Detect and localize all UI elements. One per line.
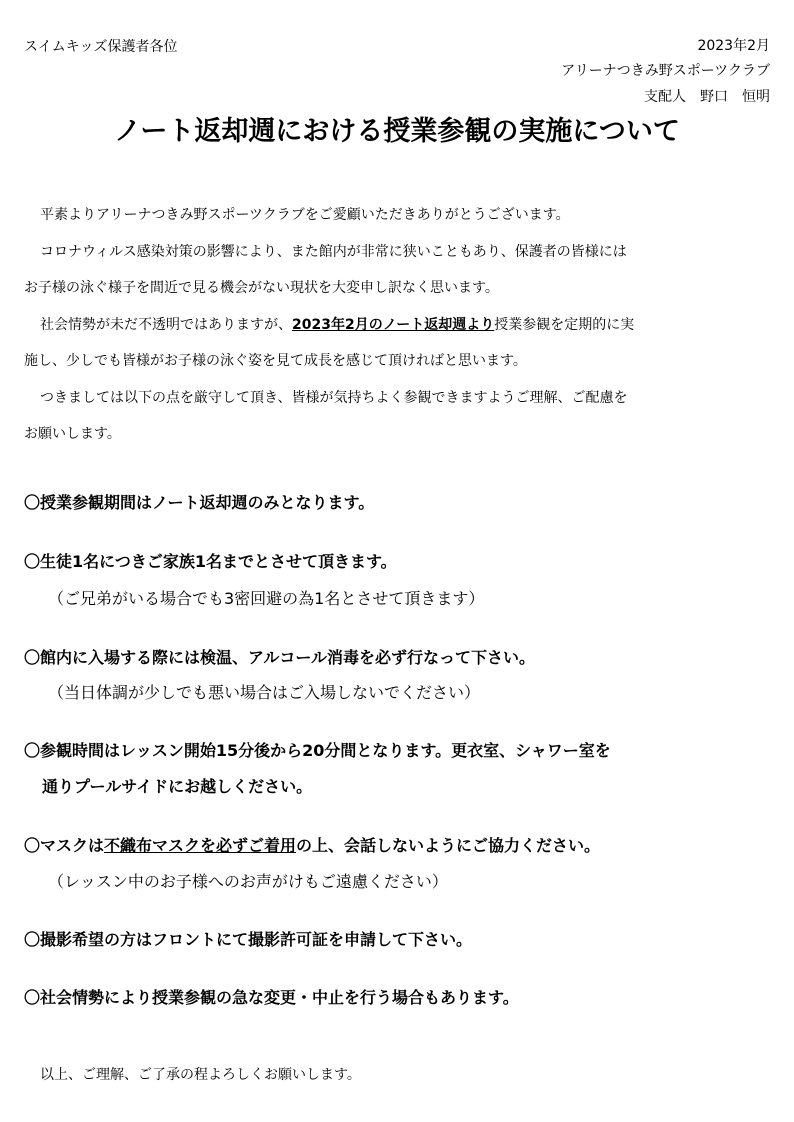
rule-item-4-line-2: 通りプールサイドにお越しください。 <box>42 777 313 796</box>
rule-item-5 <box>24 835 600 857</box>
intro-paragraph-3-line-2: 施し、少しでも皆様がお子様の泳ぐ姿を見て成長を感じて頂ければと思います。 <box>24 353 527 369</box>
intro-paragraph-3-post: 授業参観を定期的に実 <box>494 317 635 333</box>
intro-paragraph-1: 平素よりアリーナつきみ野スポーツクラブをご愛顧いただきありがとうございます。 <box>40 207 570 223</box>
rule-item-7: 〇社会情勢により授業参観の急な変更・中止を行う場合もあります。 <box>24 988 519 1007</box>
intro-paragraph-4-line-1: つきましては以下の点を厳守して頂き、皆様が気持ちよく参観できますようご理解、ご配慮を <box>40 390 628 406</box>
intro-paragraph-2-line-2: お子様の泳ぐ様子を間近で見る機会がない現状を大変申し訳なく思います。 <box>24 280 499 296</box>
intro-paragraph-2-line-1: コロナウィルス感染対策の影響により、また館内が非常に狭いこともあり、保護者の皆様には <box>40 244 627 260</box>
sender-name: 支配人 野口 恒明 <box>644 89 770 105</box>
rule-item-5-pre: 〇マスクは <box>24 836 105 855</box>
rule-item-5-note: （レッスン中のお子様へのお声がけもご遠慮ください） <box>48 872 448 891</box>
document-date: 2023年2月 <box>697 38 770 54</box>
organization-name: アリーナつきみ野スポーツクラブ <box>561 63 770 79</box>
document-title: ノート返却週における授業参観の実施について <box>114 116 680 147</box>
rule-item-3: 〇館内に入場する際には検温、アルコール消毒を必ず行なって下さい。 <box>24 648 536 667</box>
intro-paragraph-3-pre: 社会情勢が未だ不透明ではありますが、 <box>40 317 292 333</box>
intro-paragraph-4-line-2: お願いします。 <box>24 426 121 442</box>
rule-item-3-note: （当日体調が少しでも悪い場合はご入場しないでください） <box>48 683 481 702</box>
rule-item-5-emphasis: 不織布マスクを必ずご着用 <box>104 836 297 855</box>
addressee: スイムキッズ保護者各位 <box>24 39 178 55</box>
intro-paragraph-3-line-1 <box>40 316 634 334</box>
rule-item-2: 〇生徒1名につきご家族1名までとさせて頂きます。 <box>24 552 397 571</box>
rule-item-5-post: の上、会話しないようにご協力ください。 <box>296 836 601 855</box>
rule-item-4-line-1: 〇参観時間はレッスン開始15分後から20分間となります。更衣室、シャワー室を <box>24 741 611 760</box>
rule-item-6: 〇撮影希望の方はフロントにて撮影許可証を申請して下さい。 <box>24 930 473 949</box>
rule-item-2-note: （ご兄弟がいる場合でも3密回避の為1名とさせて頂きます） <box>48 589 485 608</box>
intro-paragraph-3-emphasis: 2023年2月のノート返却週より <box>292 317 495 333</box>
rule-item-1: 〇授業参観期間はノート返却週のみとなります。 <box>24 493 375 512</box>
closing-remark: 以上、ご理解、ご了承の程よろしくお願いします。 <box>40 1067 361 1083</box>
